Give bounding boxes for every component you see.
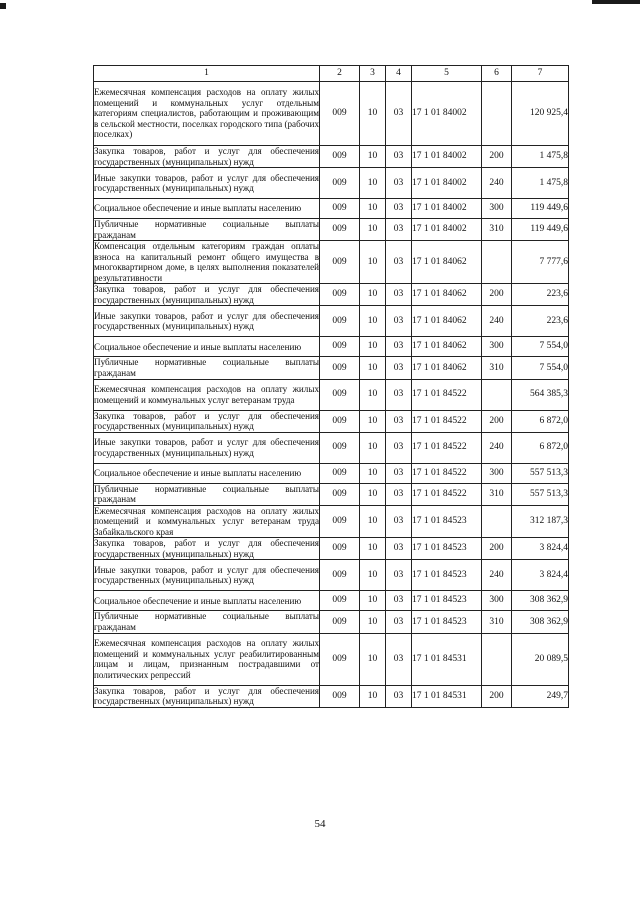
col-header: 4 [386,66,412,82]
table-row [94,432,569,463]
row-code-4: 03 [386,410,412,432]
row-code-5: 17 1 01 84523 [412,611,482,633]
row-code-5: 17 1 01 84002 [412,199,482,219]
row-name: Социальное обеспечение и иные выплаты населению [94,199,320,219]
row-code-4: 03 [386,241,412,284]
row-code-6: 240 [482,306,512,337]
row-code-5: 17 1 01 84531 [412,685,482,707]
row-code-4: 03 [386,432,412,463]
row-code-3: 10 [360,379,386,410]
row-code-2: 009 [320,633,360,685]
row-code-4: 03 [386,611,412,633]
row-name: Социальное обеспечение и иные выплаты населению [94,463,320,483]
row-amount: 557 513,3 [512,463,569,483]
row-code-4: 03 [386,146,412,168]
row-code-2: 009 [320,82,360,146]
row-code-3: 10 [360,306,386,337]
row-code-4: 03 [386,219,412,241]
row-code-5: 17 1 01 84062 [412,284,482,306]
row-code-3: 10 [360,463,386,483]
row-name: Ежемесячная компенсация расходов на оплату жилых помещений и коммунальных услуг ветеранам труда Забайкальского края [94,505,319,537]
row-amount: 119 449,6 [512,219,569,241]
table-row [94,306,569,337]
row-amount: 1 475,8 [512,168,569,199]
row-code-3: 10 [360,483,386,505]
row-code-5: 17 1 01 84522 [412,432,482,463]
row-amount: 20 089,5 [512,633,569,685]
row-code-6 [482,633,512,685]
row-amount: 564 385,3 [512,379,569,410]
row-amount: 120 925,4 [512,82,569,146]
row-code-2: 009 [320,463,360,483]
row-code-4: 03 [386,463,412,483]
row-code-2: 009 [320,560,360,591]
table-row [94,379,569,410]
row-code-6: 200 [482,538,512,560]
row-code-6: 310 [482,483,512,505]
col-header: 1 [94,66,320,82]
row-code-5: 17 1 01 84522 [412,379,482,410]
row-code-2: 009 [320,379,360,410]
row-code-2: 009 [320,357,360,379]
row-amount: 6 872,0 [512,410,569,432]
row-code-3: 10 [360,432,386,463]
row-name: Закупка товаров, работ и услуг для обеспечения государственных (муниципальных) нужд [94,538,319,559]
row-amount: 249,7 [512,685,569,707]
row-code-5: 17 1 01 84523 [412,538,482,560]
row-code-2: 009 [320,410,360,432]
scan-mark [0,3,6,9]
row-amount: 119 449,6 [512,199,569,219]
row-amount: 557 513,3 [512,483,569,505]
row-code-6: 300 [482,591,512,611]
row-amount: 7 777,6 [512,241,569,284]
row-code-5: 17 1 01 84523 [412,591,482,611]
row-code-5: 17 1 01 84522 [412,463,482,483]
table-row [94,633,569,685]
row-amount: 223,6 [512,306,569,337]
row-amount: 6 872,0 [512,432,569,463]
row-code-2: 009 [320,538,360,560]
row-code-3: 10 [360,337,386,357]
row-code-4: 03 [386,199,412,219]
page-number: 54 [314,818,326,830]
row-code-4: 03 [386,505,412,538]
row-code-2: 009 [320,199,360,219]
row-name: Иные закупки товаров, работ и услуг для обеспечения государственных (муниципальных) нужд [94,432,320,463]
table-row [94,463,569,483]
row-code-2: 009 [320,168,360,199]
table-row [94,505,569,538]
budget-table [93,65,569,708]
row-amount: 308 362,9 [512,591,569,611]
row-amount: 312 187,3 [512,505,569,538]
row-code-3: 10 [360,505,386,538]
col-header: 5 [412,66,482,82]
row-name: Закупка товаров, работ и услуг для обеспечения государственных (муниципальных) нужд [94,410,319,432]
row-code-2: 009 [320,483,360,505]
row-code-3: 10 [360,82,386,146]
row-code-6: 310 [482,357,512,379]
row-name: Публичные нормативные социальные выплаты гражданам [94,219,319,240]
row-code-6: 300 [482,463,512,483]
row-code-5: 17 1 01 84531 [412,633,482,685]
table-row [94,483,569,505]
row-code-2: 009 [320,432,360,463]
table-row [94,168,569,199]
row-code-5: 17 1 01 84523 [412,505,482,538]
top-edge-line [592,0,640,4]
row-code-2: 009 [320,591,360,611]
row-code-2: 009 [320,284,360,306]
table-row [94,685,569,707]
row-name: Социальное обеспечение и иные выплаты населению [94,591,320,611]
row-code-3: 10 [360,633,386,685]
row-code-6: 200 [482,284,512,306]
row-code-5: 17 1 01 84062 [412,241,482,284]
table-row [94,538,569,560]
row-name: Ежемесячная компенсация расходов на оплату жилых помещений и коммунальных услуг ветеранам труда [94,379,320,410]
row-amount: 7 554,0 [512,357,569,379]
row-name: Иные закупки товаров, работ и услуг для обеспечения государственных (муниципальных) нужд [94,560,320,591]
table-row [94,611,569,633]
row-amount: 3 824,4 [512,538,569,560]
row-amount: 1 475,8 [512,146,569,168]
table-row [94,219,569,241]
row-code-3: 10 [360,357,386,379]
row-code-2: 009 [320,685,360,707]
row-code-4: 03 [386,538,412,560]
row-code-6: 310 [482,611,512,633]
row-code-4: 03 [386,82,412,146]
row-code-6: 200 [482,410,512,432]
row-code-3: 10 [360,241,386,284]
row-code-6 [482,82,512,146]
table-row [94,357,569,379]
row-code-4: 03 [386,591,412,611]
row-code-2: 009 [320,219,360,241]
row-name: Иные закупки товаров, работ и услуг для обеспечения государственных (муниципальных) нужд [94,306,320,337]
row-name: Публичные нормативные социальные выплаты гражданам [94,483,319,505]
row-name: Публичные нормативные социальные выплаты гражданам [94,611,319,633]
row-code-6: 200 [482,685,512,707]
row-name: Ежемесячная компенсация расходов на оплату жилых помещений и коммунальных услуг отдельным категориям специалистов, работающим и проживающим в сельской местности, поселках городского типа (рабочих поселках) [94,82,320,146]
col-header: 2 [320,66,360,82]
table-row [94,146,569,168]
row-code-4: 03 [386,337,412,357]
row-code-3: 10 [360,560,386,591]
table-row [94,82,569,146]
row-code-4: 03 [386,306,412,337]
row-name: Социальное обеспечение и иные выплаты населению [94,337,320,357]
row-code-3: 10 [360,538,386,560]
row-code-3: 10 [360,219,386,241]
row-code-2: 009 [320,306,360,337]
row-code-4: 03 [386,284,412,306]
row-name: Иные закупки товаров, работ и услуг для обеспечения государственных (муниципальных) нужд [94,168,320,199]
row-code-4: 03 [386,379,412,410]
row-code-6 [482,505,512,538]
row-code-3: 10 [360,168,386,199]
row-code-6 [482,241,512,284]
row-code-5: 17 1 01 84062 [412,337,482,357]
row-code-2: 009 [320,611,360,633]
table-row [94,410,569,432]
row-name: Ежемесячная компенсация расходов на оплату жилых помещений и коммунальных услуг реабилитированным лицам и лицам, признанным пострадавшими от политических репрессий [94,633,320,685]
row-name: Публичные нормативные социальные выплаты гражданам [94,357,319,379]
row-amount: 3 824,4 [512,560,569,591]
row-code-3: 10 [360,146,386,168]
row-amount: 308 362,9 [512,611,569,633]
row-code-2: 009 [320,337,360,357]
row-code-6: 240 [482,168,512,199]
table-row [94,284,569,306]
row-code-6: 300 [482,199,512,219]
row-code-4: 03 [386,483,412,505]
col-header: 7 [512,66,569,82]
row-code-5: 17 1 01 84002 [412,146,482,168]
row-code-5: 17 1 01 84002 [412,82,482,146]
table-row [94,591,569,611]
table-row [94,560,569,591]
row-code-5: 17 1 01 84522 [412,483,482,505]
row-name: Закупка товаров, работ и услуг для обеспечения государственных (муниципальных) нужд [94,284,319,305]
row-code-4: 03 [386,633,412,685]
row-code-3: 10 [360,284,386,306]
table-row [94,199,569,219]
row-code-2: 009 [320,241,360,284]
row-code-3: 10 [360,410,386,432]
row-code-6: 240 [482,560,512,591]
row-code-6: 300 [482,337,512,357]
col-header: 6 [482,66,512,82]
row-code-4: 03 [386,560,412,591]
row-code-5: 17 1 01 84523 [412,560,482,591]
row-code-4: 03 [386,168,412,199]
row-code-3: 10 [360,685,386,707]
table-row [94,337,569,357]
row-code-6: 200 [482,146,512,168]
row-name: Закупка товаров, работ и услуг для обеспечения государственных (муниципальных) нужд [94,685,319,707]
header-row [94,66,569,82]
row-code-3: 10 [360,591,386,611]
table-row [94,241,569,284]
col-header: 3 [360,66,386,82]
row-code-4: 03 [386,357,412,379]
row-amount: 223,6 [512,284,569,306]
row-code-4: 03 [386,685,412,707]
row-code-5: 17 1 01 84522 [412,410,482,432]
row-code-2: 009 [320,505,360,538]
row-code-6 [482,379,512,410]
row-code-6: 310 [482,219,512,241]
row-code-3: 10 [360,199,386,219]
row-code-5: 17 1 01 84062 [412,306,482,337]
row-amount: 7 554,0 [512,337,569,357]
row-code-5: 17 1 01 84002 [412,168,482,199]
row-code-6: 240 [482,432,512,463]
row-name: Закупка товаров, работ и услуг для обеспечения государственных (муниципальных) нужд [94,146,319,167]
row-name: Компенсация отдельным категориям граждан оплаты взноса на капитальный ремонт общего имущества в многоквартирном доме, в целях выполнения показателей результативности [94,241,319,283]
row-code-5: 17 1 01 84002 [412,219,482,241]
row-code-2: 009 [320,146,360,168]
row-code-3: 10 [360,611,386,633]
row-code-5: 17 1 01 84062 [412,357,482,379]
